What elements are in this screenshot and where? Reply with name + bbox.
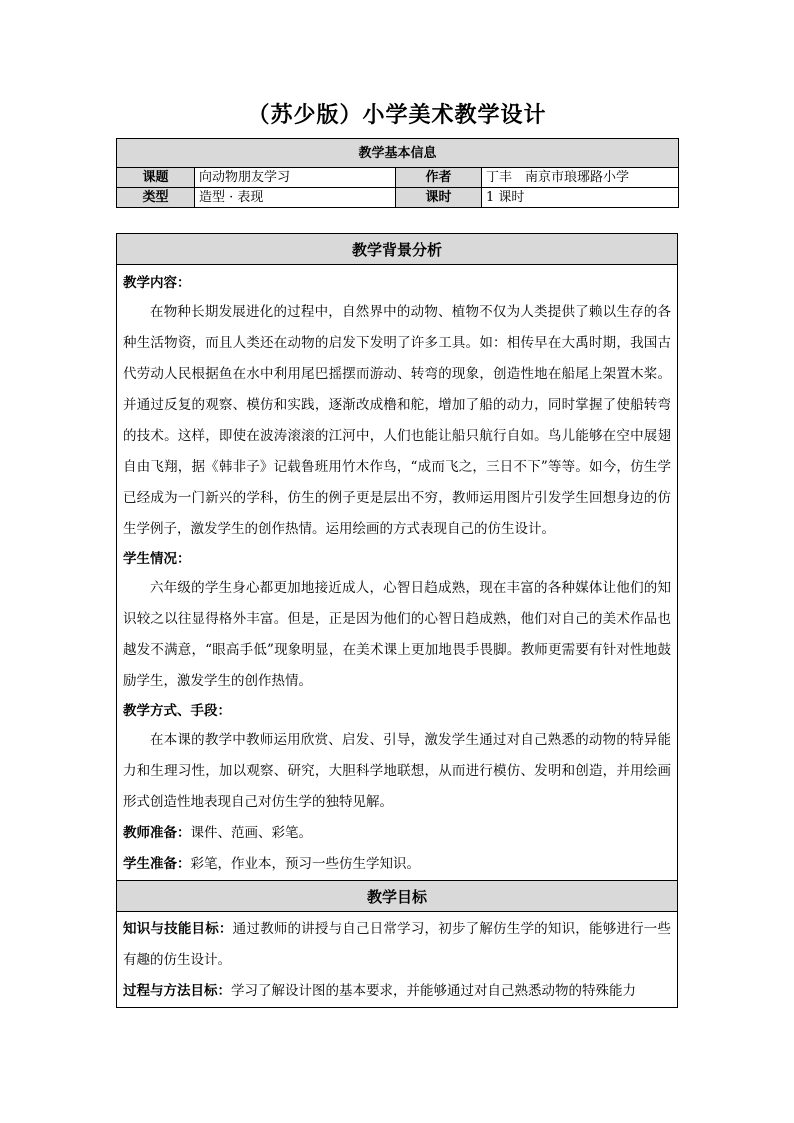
basic-info-header: 教学基本信息 <box>117 139 679 168</box>
author-label: 作者 <box>396 168 482 188</box>
teacher-prep-label: 教师准备： <box>123 825 191 841</box>
teacher-prep-text: 课件、范画、彩笔。 <box>190 825 312 841</box>
author-value: 丁丰 南京市琅琊路小学 <box>482 168 679 188</box>
process-goal-label: 过程与方法目标： <box>123 983 231 999</box>
hours-label: 课时 <box>396 188 482 208</box>
methods-paragraph: 在本课的教学中教师运用欣赏、启发、引导，激发学生通过对自己熟悉的动物的特异能力和生理习性，加以观察、研究，大胆科学地联想，从而进行模仿、发明和创造，并用绘画形式创造性地表现自己对仿生学的独特见解。 <box>123 732 671 810</box>
knowledge-goal-label: 知识与技能目标： <box>123 921 233 937</box>
background-table <box>116 233 678 1008</box>
knowledge-goal <box>123 914 671 976</box>
table-row <box>117 168 679 188</box>
document-title: （苏少版）小学美术教学设计 <box>247 103 547 128</box>
goals-header: 教学目标 <box>117 881 678 912</box>
knowledge-goal-text: 通过教师的讲授与自己日常学习，初步了解仿生学的知识，能够进行一些有趣的仿生设计。 <box>123 921 672 968</box>
process-goal-text: 学习了解设计图的基本要求，并能够通过对自己熟悉动物的特殊能力 <box>231 983 636 999</box>
students-paragraph: 六年级的学生身心都更加地接近成人，心智日趋成熟，现在丰富的各种媒体让他们的知识较之以往显得格外丰富。但是，正是因为他们的心智日趋成熟，他们对自己的美术作品也越发不满意，“眼高手低”现象明显，在美术课上更加地畏手畏脚。教师更需要有针对性地鼓励学生，激发学生的创作热情。 <box>123 580 671 689</box>
type-label: 类型 <box>117 188 195 208</box>
table-row <box>117 188 679 208</box>
student-prep <box>123 849 671 880</box>
basic-info-table <box>116 138 679 208</box>
student-prep-label: 学生准备： <box>123 856 191 872</box>
topic-label: 课题 <box>117 168 195 188</box>
process-goal <box>123 976 671 1007</box>
teacher-prep <box>123 818 671 849</box>
goals-content <box>117 912 678 1008</box>
type-value: 造型 · 表现 <box>195 188 396 208</box>
methods-heading: 教学方式、手段： <box>123 703 231 719</box>
hours-value: 1 课时 <box>482 188 679 208</box>
content-paragraph: 在物种长期发展进化的过程中，自然界中的动物、植物不仅为人类提供了赖以生存的各种生活物资，而且人类还在动物的启发下发明了许多工具。如：相传早在大禹时期，我国古代劳动人民根据鱼在水中利用尾巴摇摆而游动、转弯的现象，创造性地在船尾上架置木桨。并通过反复的观察、模仿和实践，逐渐改成橹和舵，增加了船的动力，同时掌握了使船转弯的技术。这样，即使在波涛滚滚的江河中，人们也能让船只航行自如。鸟儿能够在空中展翅自由飞翔，据《韩非子》记载鲁班用竹木作鸟，“成而飞之，三日不下”等等。如今，仿生学已经成为一门新兴的学科，仿生的例子更是层出不穷，教师运用图片引发学生回想身边的仿生学例子，激发学生的创作热情。运用绘画的方式表现自己的仿生设计。 <box>123 304 671 537</box>
background-header: 教学背景分析 <box>117 234 678 265</box>
topic-value: 向动物朋友学习 <box>195 168 396 188</box>
content-heading: 教学内容： <box>123 275 191 291</box>
students-heading: 学生情况： <box>123 551 191 567</box>
background-content <box>117 265 678 881</box>
student-prep-text: 彩笔，作业本，预习一些仿生学知识。 <box>190 856 420 872</box>
